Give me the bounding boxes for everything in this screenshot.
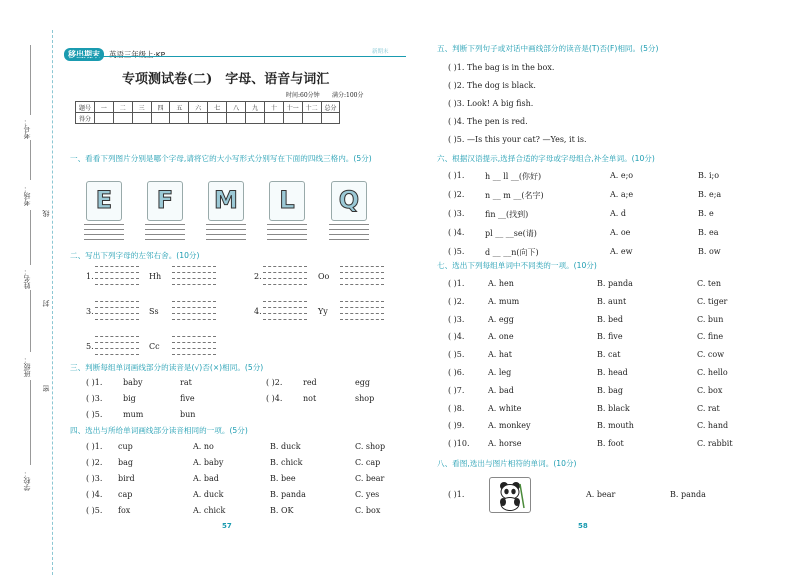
s4-option-a: A. duck <box>193 490 224 499</box>
s7-option-c: C. cow <box>697 350 725 360</box>
score-input-cell[interactable] <box>208 113 227 124</box>
score-cell: 六 <box>189 102 208 113</box>
s6-item-number: ( )5. <box>448 247 465 256</box>
s4-option-a: A. baby <box>193 458 224 467</box>
s4-option-a: A. bad <box>193 474 219 483</box>
s6-option-b: B. ea <box>698 228 719 237</box>
s7-option-c: C. hello <box>697 368 728 377</box>
s4-option-a: A. no <box>193 442 214 451</box>
side-mark-close: 密 <box>42 385 50 392</box>
s4-option-a: A. chick <box>193 506 226 515</box>
s7-item-number: ( )8. <box>448 403 465 413</box>
four-line-writing-grid[interactable] <box>206 224 246 242</box>
s3-word-a: big <box>123 394 136 403</box>
s7-option-b: B. cat <box>597 350 621 360</box>
s4-option-b: B. chick <box>270 458 303 467</box>
score-table-score-row <box>76 113 340 124</box>
s3-word-b: five <box>180 394 195 403</box>
s7-option-b: B. five <box>597 332 623 342</box>
score-cell: 题号 <box>76 102 95 113</box>
answer-writing-lines[interactable] <box>172 336 216 356</box>
page-title: 专项测试卷(二) 字母、语音与词汇 <box>122 72 330 87</box>
score-input-cell[interactable] <box>302 113 321 124</box>
letter-picture-q <box>331 181 367 221</box>
s6-item-number: ( )3. <box>448 209 465 218</box>
s5-item: ( )1. The bag is in the box. <box>448 63 555 72</box>
s3-word-b: bun <box>180 410 196 419</box>
s4-option-c: C. cap <box>355 458 381 467</box>
s6-word-blank: n __ m __(名字) <box>485 191 544 200</box>
score-cell: 二 <box>113 102 132 113</box>
four-line-writing-grid[interactable] <box>267 224 307 242</box>
s7-option-c: C. rabbit <box>697 439 733 449</box>
score-cell: 十二 <box>302 102 321 113</box>
s6-item-number: ( )4. <box>448 228 465 237</box>
s4-item-number: ( )2. <box>86 458 103 467</box>
panda-icon <box>490 478 530 512</box>
letter-picture-glyph: M <box>214 186 238 214</box>
s7-item-number: ( )2. <box>448 296 465 306</box>
s6-option-a: A. oe <box>610 228 631 237</box>
s7-option-a: A. egg <box>488 314 514 324</box>
s3-word-b: shop <box>355 394 375 403</box>
s7-option-c: C. bun <box>697 314 724 324</box>
score-cell: 十一 <box>283 102 302 113</box>
side-label-exam-number: 考号： <box>23 118 31 139</box>
s6-word-blank: fin __(找到) <box>485 210 529 219</box>
header-subject: 英语三年级上·KP <box>109 50 166 59</box>
letter-picture-glyph: Q <box>338 186 360 214</box>
s7-option-b: B. aunt <box>597 296 627 306</box>
s4-given-word: bag <box>118 458 134 467</box>
s7-option-a: A. one <box>488 332 514 342</box>
s7-option-b: B. panda <box>597 279 633 288</box>
four-line-writing-grid[interactable] <box>145 224 185 242</box>
header-rule <box>76 56 406 57</box>
s6-word-blank: pl __ __se(请) <box>485 229 537 238</box>
s8-option-a: A. bear <box>586 490 616 499</box>
s6-option-b: B. e <box>698 209 714 218</box>
side-mark-seal: 封 <box>42 300 50 307</box>
page-number-left: 57 <box>222 522 232 530</box>
letter-picture-glyph: E <box>95 186 113 214</box>
s4-option-b: B. OK <box>270 506 294 515</box>
side-fill-line <box>30 140 31 180</box>
score-cell: 十 <box>264 102 283 113</box>
score-input-cell[interactable] <box>321 113 340 124</box>
s7-option-a: A. horse <box>488 439 522 449</box>
s7-item-number: ( )1. <box>448 279 465 288</box>
s2-item-number: 4. <box>254 307 262 316</box>
s7-option-b: B. bed <box>597 314 623 324</box>
s6-word-blank: h __ ll __(你好) <box>485 172 542 181</box>
side-mark-line: 线 <box>42 210 50 217</box>
s5-item: ( )4. The pen is red. <box>448 117 528 126</box>
s5-item: ( )5. —Is this your cat? —Yes, it is. <box>448 135 587 144</box>
side-label-name: 姓名： <box>23 268 31 289</box>
side-label-school: 学校： <box>23 470 31 491</box>
s3-word-a: red <box>303 378 317 387</box>
answer-writing-lines[interactable] <box>95 301 139 321</box>
s4-given-word: cup <box>118 442 133 451</box>
answer-writing-lines[interactable] <box>340 266 384 286</box>
letter-picture-m <box>208 181 244 221</box>
s2-letter: Oo <box>318 272 330 281</box>
s4-option-c: C. box <box>355 506 381 515</box>
s7-option-c: C. fine <box>697 332 724 342</box>
header <box>64 42 165 61</box>
s2-item-number: 5. <box>86 342 94 351</box>
score-cell: 三 <box>132 102 151 113</box>
s4-option-b: B. duck <box>270 442 301 451</box>
answer-writing-lines[interactable] <box>95 336 139 356</box>
s4-item-number: ( )3. <box>86 474 103 483</box>
s2-item-number: 2. <box>254 272 262 281</box>
header-tag: 新期末 <box>372 49 389 55</box>
s7-option-a: A. hat <box>488 350 512 360</box>
section8-title: 八、看图,选出与图片相符的单词。(10分) <box>437 459 577 468</box>
header-logo: 移出期末 <box>64 48 104 61</box>
s7-option-a: A. monkey <box>488 421 531 431</box>
section5-title: 五、判断下列句子或对话中画线部分的读音是(T)否(F)相同。(5分) <box>437 44 659 53</box>
score-input-cell[interactable] <box>132 113 151 124</box>
s7-option-b: B. head <box>597 368 628 377</box>
s7-option-c: C. rat <box>697 403 720 413</box>
letter-picture-f <box>147 181 183 221</box>
s4-option-b: B. bee <box>270 474 296 483</box>
s4-item-number: ( )5. <box>86 506 103 515</box>
answer-writing-lines[interactable] <box>263 301 307 321</box>
page-number-right: 58 <box>578 522 588 530</box>
letter-picture-l <box>269 181 305 221</box>
s4-item-number: ( )4. <box>86 490 103 499</box>
s7-option-c: C. hand <box>697 421 729 431</box>
answer-writing-lines[interactable] <box>172 301 216 321</box>
section1-title: 一、看看下列图片分别是哪个字母,请将它的大小写形式分别写在下面的四线三格内。(5分) <box>70 154 372 163</box>
s4-option-c: C. bear <box>355 474 385 483</box>
s7-option-c: C. box <box>697 385 723 395</box>
s6-word-blank: d __ __n(向下) <box>485 248 539 257</box>
s7-option-b: B. bag <box>597 385 623 395</box>
score-cell: 八 <box>227 102 246 113</box>
score-input-cell[interactable] <box>264 113 283 124</box>
score-cell: 九 <box>246 102 265 113</box>
s6-item-number: ( )2. <box>448 190 465 199</box>
s4-item-number: ( )1. <box>86 442 103 451</box>
s2-item-number: 3. <box>86 307 94 316</box>
s7-item-number: ( )7. <box>448 385 465 395</box>
s2-letter: Cc <box>149 342 160 351</box>
letter-picture-glyph: L <box>279 186 295 214</box>
score-input-cell[interactable] <box>94 113 113 124</box>
s3-word-a: mum <box>123 410 144 419</box>
score-cell: 一 <box>94 102 113 113</box>
s6-option-a: A. a;e <box>610 190 634 199</box>
s2-item-number: 1. <box>86 272 94 281</box>
score-cell: 七 <box>208 102 227 113</box>
s7-option-a: A. hen <box>488 279 514 288</box>
s4-given-word: fox <box>118 506 131 515</box>
score-cell: 五 <box>170 102 189 113</box>
s7-item-number: ( )6. <box>448 368 465 377</box>
score-cell: 总分 <box>321 102 340 113</box>
s3-item-number: ( )2. <box>266 378 283 387</box>
section3-title: 三、判断每组单词画线部分的读音是(√)否(×)相同。(5分) <box>70 363 264 372</box>
score-input-cell[interactable] <box>113 113 132 124</box>
s3-word-b: rat <box>180 378 192 387</box>
panda-picture <box>489 477 531 513</box>
s4-option-b: B. panda <box>270 490 306 499</box>
answer-writing-lines[interactable] <box>263 266 307 286</box>
s8-option-b: B. panda <box>670 490 706 499</box>
score-input-cell[interactable] <box>189 113 208 124</box>
s3-item-number: ( )3. <box>86 394 103 403</box>
s7-option-a: A. mum <box>488 296 520 306</box>
s2-letter: Ss <box>149 307 159 316</box>
score-cell: 四 <box>151 102 170 113</box>
score-input-cell[interactable] <box>227 113 246 124</box>
side-fill-line <box>30 290 31 352</box>
score-table <box>75 101 340 124</box>
s3-item-number: ( )5. <box>86 410 103 419</box>
s7-option-c: C. ten <box>697 279 722 288</box>
score-input-cell[interactable] <box>151 113 170 124</box>
s7-item-number: ( )4. <box>448 332 465 342</box>
s7-item-number: ( )9. <box>448 421 465 431</box>
s2-letter: Hh <box>149 272 162 281</box>
s7-option-c: C. tiger <box>697 296 728 306</box>
answer-writing-lines[interactable] <box>172 266 216 286</box>
score-input-cell[interactable] <box>283 113 302 124</box>
binding-dashed-line <box>52 30 53 575</box>
score-input-cell[interactable] <box>246 113 265 124</box>
score-cell: 得分 <box>76 113 95 124</box>
s3-item-number: ( )4. <box>266 394 283 403</box>
s2-letter: Yy <box>318 307 328 316</box>
s7-option-b: B. mouth <box>597 421 634 431</box>
side-fill-line <box>30 210 31 265</box>
s5-item: ( )3. Look! A big fish. <box>448 99 534 108</box>
s3-word-a: not <box>303 394 317 403</box>
section6-title: 六、根据汉语提示,选择合适的字母或字母组合,补全单词。(10分) <box>437 154 655 163</box>
s6-option-a: A. ew <box>610 247 633 256</box>
section2-title: 二、写出下列字母的左邻右舍。(10分) <box>70 251 200 260</box>
s6-option-a: A. d <box>610 209 626 218</box>
s3-word-b: egg <box>355 378 370 387</box>
s8-item-number: ( )1. <box>448 490 465 499</box>
side-label-class: 班级： <box>23 356 31 377</box>
full-score: 满分:100分 <box>332 92 364 99</box>
answer-writing-lines[interactable] <box>340 301 384 321</box>
section4-title: 四、选出与所给单词画线部分读音相同的一项。(5分) <box>70 426 248 435</box>
four-line-writing-grid[interactable] <box>329 224 369 242</box>
s4-given-word: bird <box>118 474 135 483</box>
side-fill-line <box>30 45 31 115</box>
side-fill-line <box>30 380 31 465</box>
s6-option-b: B. e;a <box>698 190 722 199</box>
s7-option-b: B. foot <box>597 439 624 449</box>
score-table-header-row <box>76 102 340 113</box>
s6-option-b: B. i;o <box>698 171 720 180</box>
letter-picture-e <box>86 181 122 221</box>
four-line-writing-grid[interactable] <box>84 224 124 242</box>
s7-item-number: ( )10. <box>448 439 470 449</box>
s6-item-number: ( )1. <box>448 171 465 180</box>
s4-option-c: C. shop <box>355 442 386 451</box>
s3-item-number: ( )1. <box>86 378 103 387</box>
s6-option-a: A. e;o <box>610 171 634 180</box>
s7-item-number: ( )3. <box>448 314 465 324</box>
s3-word-a: baby <box>123 378 143 387</box>
s4-option-c: C. yes <box>355 490 380 499</box>
time-limit: 时间:60分钟 <box>286 92 320 99</box>
s7-item-number: ( )5. <box>448 350 465 360</box>
s4-given-word: cap <box>118 490 133 499</box>
letter-picture-glyph: F <box>156 186 174 214</box>
s7-option-a: A. bad <box>488 385 514 395</box>
s5-item: ( )2. The dog is black. <box>448 81 536 90</box>
s7-option-a: A. white <box>488 403 522 413</box>
s7-option-b: B. black <box>597 403 630 413</box>
section7-title: 七、选出下列每组单词中不同类的一项。(10分) <box>437 261 597 270</box>
side-label-exam-room: 考场： <box>23 185 31 206</box>
score-input-cell[interactable] <box>170 113 189 124</box>
answer-writing-lines[interactable] <box>95 266 139 286</box>
s7-option-a: A. leg <box>488 368 512 377</box>
s6-option-b: B. ow <box>698 247 721 256</box>
